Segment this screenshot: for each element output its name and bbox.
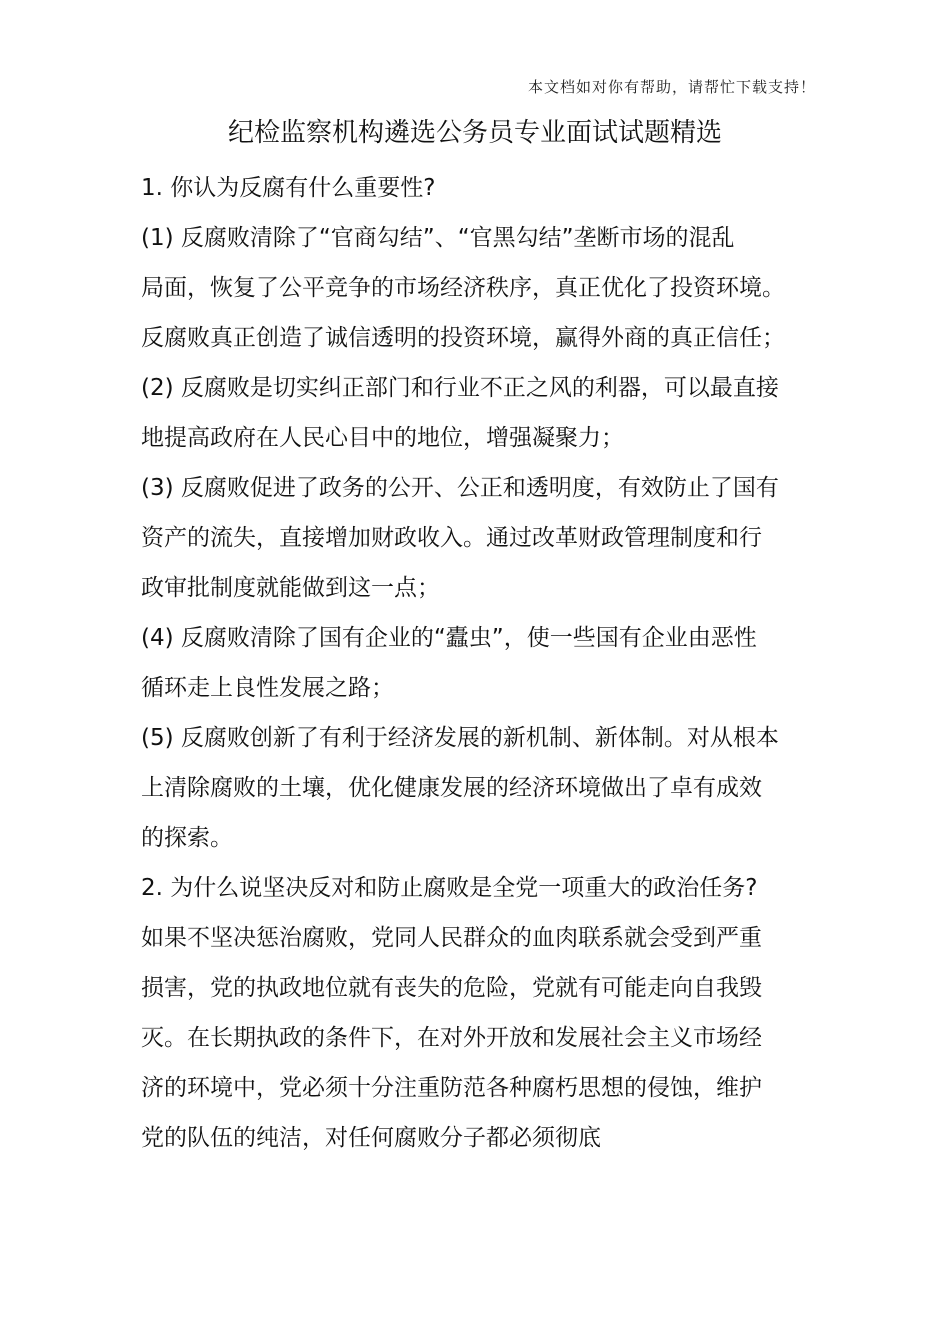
text-line-6: 地提高政府在人民心目中的地位，增强凝聚力； (141, 425, 624, 451)
text-line-9: 政审批制度就能做到这一点； (141, 575, 440, 601)
text-line-16: 如果不坚决惩治腐败，党同人民群众的血肉联系就会受到严重 (141, 925, 762, 951)
text-line-12: (5) 反腐败创新了有利于经济发展的新机制、新体制。对从根本 (141, 725, 779, 751)
text-line-19: 济的环境中，党必须十分注重防范各种腐朽思想的侵蚀，维护 (141, 1075, 762, 1101)
text-line-5: (2) 反腐败是切实纠正部门和行业不正之风的利器，可以最直接 (141, 375, 779, 401)
text-line-3: 局面，恢复了公平竞争的市场经济秩序，真正优化了投资环境。 (141, 275, 785, 301)
text-line-2: (1) 反腐败清除了“官商勾结”、“官黑勾结”垄断市场的混乱 (141, 225, 735, 251)
text-line-7: (3) 反腐败促进了政务的公开、公正和透明度，有效防止了国有 (141, 475, 779, 501)
text-line-11: 循环走上良性发展之路； (141, 675, 394, 701)
text-line-20: 党的队伍的纯洁，对任何腐败分子都必须彻底 (141, 1125, 601, 1151)
text-line-14: 的探索。 (141, 825, 233, 851)
document-body (141, 163, 821, 1163)
text-line-15: 2. 为什么说坚决反对和防止腐败是全党一项重大的政治任务? (141, 875, 758, 901)
text-line-8: 资产的流失，直接增加财政收入。通过改革财政管理制度和行 (141, 525, 762, 551)
text-line-17: 损害，党的执政地位就有丧失的危险，党就有可能走向自我毁 (141, 975, 762, 1001)
text-line-10: (4) 反腐败清除了国有企业的“蠹虫”，使一些国有企业由恶性 (141, 625, 757, 651)
text-line-13: 上清除腐败的土壤，优化健康发展的经济环境做出了卓有成效 (141, 775, 762, 801)
text-line-1: 1. 你认为反腐有什么重要性? (141, 175, 436, 201)
text-line-4: 反腐败真正创造了诚信透明的投资环境，赢得外商的真正信任； (141, 325, 785, 351)
header-note: 本文档如对你有帮助，请帮忙下载支持！ (527, 78, 816, 96)
document-title: 纪检监察机构遴选公务员专业面试试题精选 (227, 118, 722, 148)
text-line-18: 灭。在长期执政的条件下，在对外开放和发展社会主义市场经 (141, 1025, 762, 1051)
